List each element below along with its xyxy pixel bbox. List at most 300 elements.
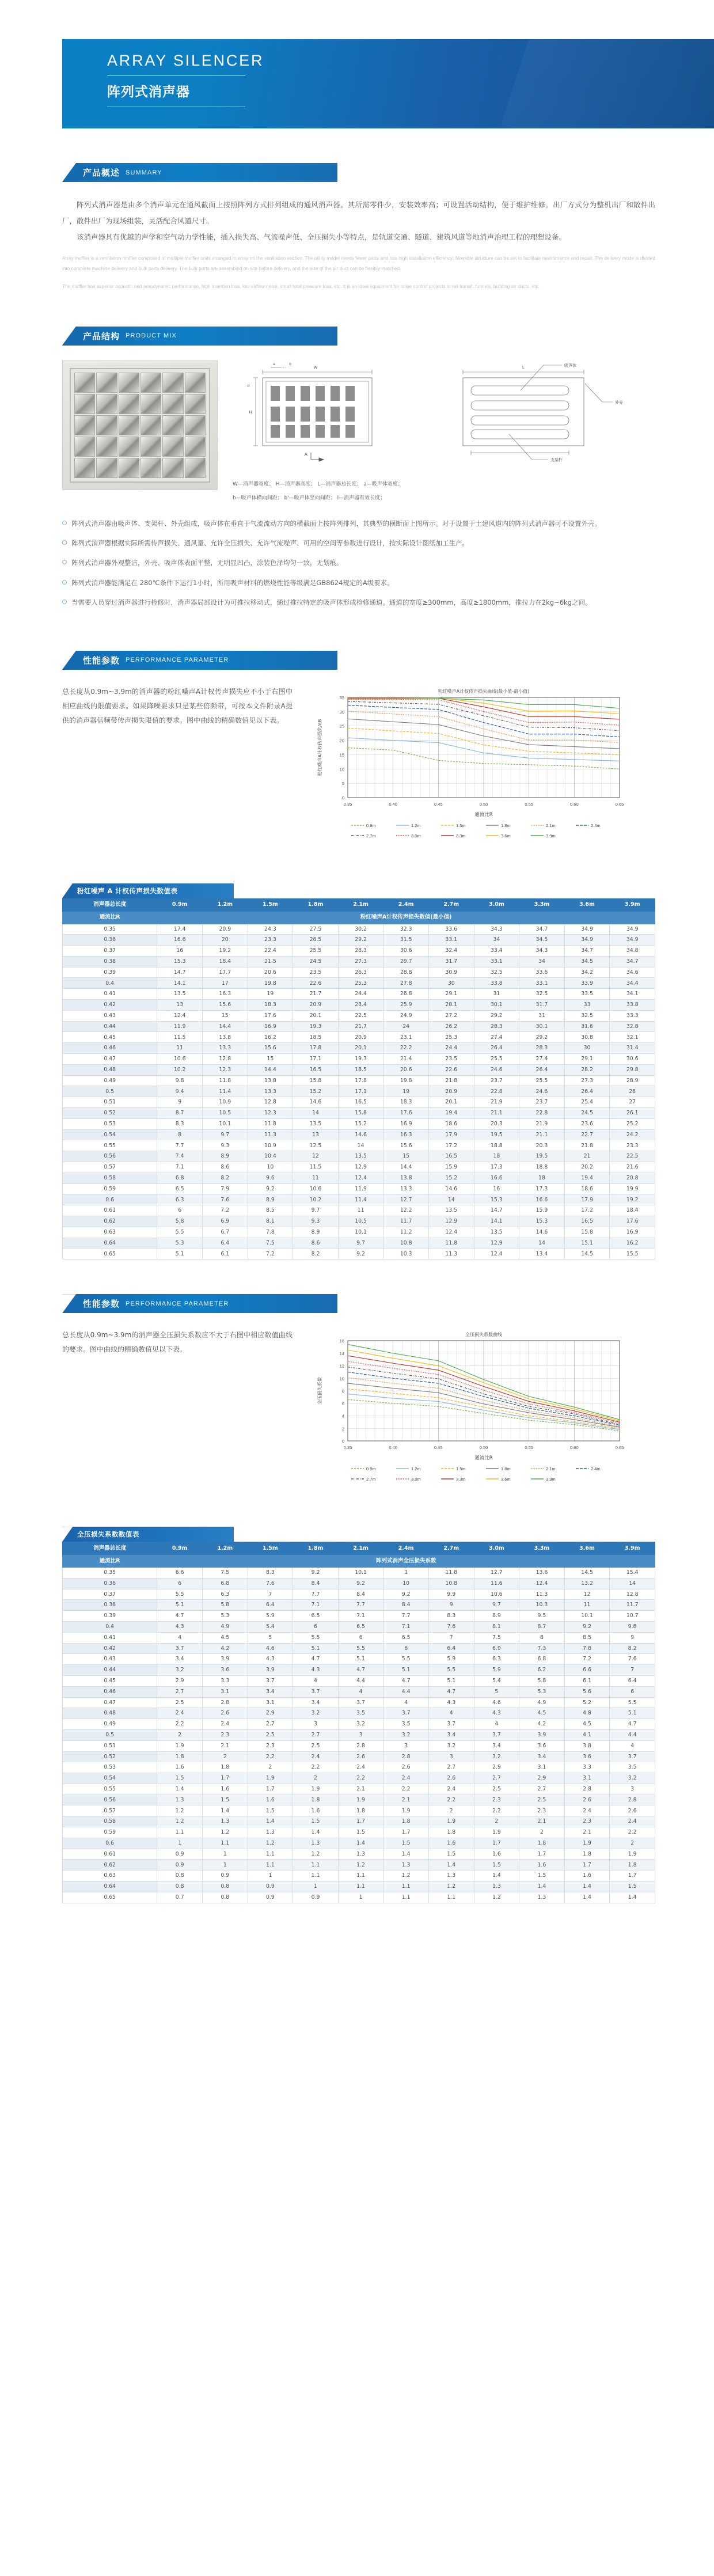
table-cell: 4.1 <box>564 1729 610 1740</box>
table-row <box>63 1021 655 1032</box>
table-cell: 5.9 <box>474 1665 519 1676</box>
table-cell: 11.7 <box>610 1600 655 1611</box>
table-cell: 27.2 <box>428 1010 474 1021</box>
table-row-header: 0.43 <box>63 1010 157 1021</box>
table-cell: 30.9 <box>428 967 474 978</box>
table-cell: 3.6 <box>519 1740 565 1751</box>
svg-text:1.5m: 1.5m <box>456 1466 466 1472</box>
table-cell: 12.9 <box>338 1162 383 1173</box>
table-row <box>63 1064 655 1075</box>
table-cell: 29.1 <box>564 1054 610 1065</box>
table-subheader: 粉红噪声A计权传声损失数值(最小值) <box>157 911 655 924</box>
table-cell: 1.2 <box>157 1816 203 1827</box>
table-cell: 1.1 <box>248 1860 293 1871</box>
table-cell: 33.1 <box>474 956 519 967</box>
table-row-header: 0.58 <box>63 1816 157 1827</box>
table-cell: 1.9 <box>564 1838 610 1849</box>
table-corner-header: 消声器总长度 <box>63 898 157 911</box>
table-cell: 3.2 <box>428 1740 474 1751</box>
diagram-svg <box>233 361 647 476</box>
table-row <box>63 1151 655 1162</box>
table-cell: 4.3 <box>474 1708 519 1719</box>
svg-text:3.3m: 3.3m <box>456 1477 466 1482</box>
table-column-header: 0.9m <box>157 1542 203 1555</box>
table-cell: 13.5 <box>338 1151 383 1162</box>
table-cell: 8.3 <box>248 1567 293 1578</box>
svg-text:0.35: 0.35 <box>343 801 352 807</box>
table-cell: 9.7 <box>474 1600 519 1611</box>
table-row <box>63 1108 655 1119</box>
table-cell: 22.4 <box>248 946 293 957</box>
table-cell: 16.5 <box>338 1097 383 1108</box>
svg-text:2.4m: 2.4m <box>591 822 601 828</box>
table-cell: 10 <box>248 1162 293 1173</box>
table-cell: 3.7 <box>248 1675 293 1686</box>
table-row-header: 0.36 <box>63 935 157 946</box>
table-row-header: 0.45 <box>63 1675 157 1686</box>
table-cell: 11.2 <box>383 1227 429 1238</box>
table-cell: 27.4 <box>474 1032 519 1043</box>
table-cell: 11.4 <box>203 1086 248 1097</box>
table-cell: 2.4 <box>610 1816 655 1827</box>
section-title-cn: 产品概述 <box>83 168 120 178</box>
table-cell: 12.7 <box>383 1194 429 1205</box>
svg-text:粉红噪声A计权传声损失/dB: 粉红噪声A计权传声损失/dB <box>317 719 322 776</box>
table-cell: 15.3 <box>474 1194 519 1205</box>
table-row <box>63 1216 655 1227</box>
table-cell: 2.1 <box>564 1827 610 1838</box>
table-cell: 12.4 <box>338 1173 383 1183</box>
table-cell: 3.7 <box>474 1729 519 1740</box>
table-cell: 16.2 <box>248 1032 293 1043</box>
table-row <box>63 1632 655 1643</box>
table-cell: 2 <box>519 1827 565 1838</box>
table-cell: 1.4 <box>203 1805 248 1816</box>
table-cell: 13.3 <box>383 1183 429 1194</box>
table-cell: 3.6 <box>203 1665 248 1676</box>
table-cell: 33.6 <box>519 967 565 978</box>
table-cell: 4.4 <box>338 1675 383 1686</box>
table-cell: 2.4 <box>293 1751 339 1762</box>
table-cell: 34.9 <box>564 924 610 935</box>
svg-text:10: 10 <box>339 1376 344 1382</box>
svg-text:0.65: 0.65 <box>615 1445 624 1451</box>
table-cell: 8.1 <box>474 1621 519 1632</box>
table-cell: 23.7 <box>474 1075 519 1086</box>
table-cell: 3.7 <box>293 1686 339 1697</box>
table-cell: 23.1 <box>383 1032 429 1043</box>
table-cell: 21.9 <box>519 1118 565 1129</box>
table-cell: 6.2 <box>519 1665 565 1676</box>
table-column-header: 3.6m <box>564 898 610 911</box>
table-cell: 10.8 <box>428 1578 474 1589</box>
table-cell: 15.1 <box>564 1238 610 1249</box>
table-cell: 26.8 <box>383 989 429 1000</box>
svg-text:3.3m: 3.3m <box>456 833 466 839</box>
table-cell: 26.4 <box>519 1064 565 1075</box>
table-cell: 11.8 <box>428 1238 474 1249</box>
table-cell: 29.1 <box>428 989 474 1000</box>
table-cell: 2.7 <box>428 1762 474 1773</box>
table-row <box>63 1075 655 1086</box>
table-row <box>63 1129 655 1140</box>
svg-text:0.50: 0.50 <box>479 801 488 807</box>
table-row-header: 0.62 <box>63 1216 157 1227</box>
table-cell: 29.8 <box>610 1064 655 1075</box>
table-row <box>63 1611 655 1622</box>
table-cell: 2.2 <box>248 1751 293 1762</box>
table-row <box>63 1654 655 1665</box>
table-cell: 2.4 <box>203 1719 248 1730</box>
bullet-circle-icon <box>62 600 67 604</box>
svg-text:6: 6 <box>341 1401 344 1406</box>
table-cell: 6 <box>383 1643 429 1654</box>
table-cell: 2.6 <box>564 1795 610 1805</box>
table-row <box>63 1881 655 1892</box>
table-cell: 5.5 <box>338 1643 383 1654</box>
table-cell: 20.9 <box>428 1086 474 1097</box>
table-cell: 34.3 <box>474 924 519 935</box>
table-cell: 8.2 <box>293 1249 339 1259</box>
table-cell: 30.8 <box>564 1032 610 1043</box>
table-cell: 7.2 <box>203 1205 248 1216</box>
table-cell: 5.5 <box>157 1589 203 1600</box>
table-cell: 10.5 <box>338 1216 383 1227</box>
table-cell: 11.5 <box>293 1162 339 1173</box>
table-cell: 8.6 <box>203 1162 248 1173</box>
table-cell: 11.4 <box>338 1194 383 1205</box>
table-cell: 7.7 <box>157 1140 203 1151</box>
table-column-header: 3.6m <box>564 1542 610 1555</box>
table-row <box>63 1708 655 1719</box>
table-cell: 6 <box>157 1578 203 1589</box>
table-cell: 4.6 <box>474 1697 519 1708</box>
summary-english-2: The muffler has superior acoustic and aerodynamic performance, high insertion loss, low airflow noise, small total pressure loss, etc. It is an ideal equipment for noise control projects in rail transit, tunnels, building air ducts, etc. <box>62 283 540 290</box>
bullet-text: 当需要人员穿过消声器进行检修时，消声器局部设计为可推拉移动式，通过推拉特定的吸声体形成检修通道。通道的宽度≥300mm，高度≥1800mm，推拉力在2kg~6kg之间。 <box>71 598 592 607</box>
table-cell: 9.2 <box>564 1621 610 1632</box>
table-cell: 18 <box>474 1151 519 1162</box>
table-column-header: 2.7m <box>428 898 474 911</box>
dim-label-L: L <box>522 365 525 370</box>
table-cell: 33.3 <box>610 1010 655 1021</box>
table-cell: 18.5 <box>293 1032 339 1043</box>
table-cell: 2.6 <box>383 1762 429 1773</box>
table-row-header: 0.38 <box>63 1600 157 1611</box>
table-cell: 6.8 <box>157 1173 203 1183</box>
table-cell: 3.2 <box>474 1751 519 1762</box>
table-cell: 10.6 <box>474 1589 519 1600</box>
table-cell: 15.4 <box>610 1567 655 1578</box>
table-cell: 9.5 <box>519 1611 565 1622</box>
table-cell: 2.5 <box>519 1795 565 1805</box>
table-row <box>63 1729 655 1740</box>
pressure-loss-table <box>62 1542 655 1903</box>
table-cell: 10.1 <box>338 1567 383 1578</box>
table-cell: 16.6 <box>474 1173 519 1183</box>
table-cell: 7.6 <box>610 1654 655 1665</box>
table-cell: 21 <box>564 1151 610 1162</box>
table-cell: 3.7 <box>383 1708 429 1719</box>
table-cell: 25.3 <box>338 978 383 989</box>
svg-text:1.8m: 1.8m <box>501 1466 511 1472</box>
table-cell: 1.6 <box>203 1784 248 1795</box>
table-cell: 1.3 <box>428 1871 474 1881</box>
table-cell: 19.9 <box>610 1183 655 1194</box>
table-cell: 4.4 <box>610 1729 655 1740</box>
table-cell: 27.8 <box>383 978 429 989</box>
table-cell: 10 <box>383 1578 429 1589</box>
table-cell: 23.6 <box>564 1118 610 1129</box>
table-cell: 16.9 <box>383 1118 429 1129</box>
transmission-loss-chart <box>312 685 635 858</box>
table-cell: 12.4 <box>428 1227 474 1238</box>
summary-paragraph-2: 该消声器具有优越的声学和空气动力学性能，插入损失高、气流噪声低、全压损失小等特点，是轨道交通、隧道、建筑风道等地消声治理工程的理想设备。 <box>77 233 567 242</box>
table-column-header: 2.4m <box>383 1542 429 1555</box>
table-cell: 10.6 <box>293 1183 339 1194</box>
label-shell: 外壳 <box>615 400 623 405</box>
table-cell: 28 <box>610 1086 655 1097</box>
table-cell: 9 <box>428 1600 474 1611</box>
table-cell: 1.4 <box>564 1892 610 1903</box>
table-cell: 11.3 <box>248 1129 293 1140</box>
svg-text:1.8m: 1.8m <box>501 822 511 828</box>
table-cell: 4.2 <box>203 1643 248 1654</box>
table-cell: 14 <box>519 1238 565 1249</box>
table-cell: 4.7 <box>157 1611 203 1622</box>
table-cell: 13.3 <box>203 1043 248 1054</box>
table-cell: 5.1 <box>610 1708 655 1719</box>
table-column-header: 1.5m <box>248 1542 293 1555</box>
hero-title-en: ARRAY SILENCER <box>107 52 264 69</box>
table-cell: 26.3 <box>338 967 383 978</box>
table-cell: 24.3 <box>248 924 293 935</box>
hero-title-cn: 阵列式消声器 <box>107 85 190 100</box>
table-cell: 10.5 <box>203 1108 248 1119</box>
table-cell: 1.2 <box>383 1871 429 1881</box>
table-row-header: 0.56 <box>63 1795 157 1805</box>
table-row <box>63 1086 655 1097</box>
table-cell: 5.1 <box>428 1675 474 1686</box>
table-cell: 12.8 <box>610 1589 655 1600</box>
table-cell: 14.1 <box>474 1216 519 1227</box>
table-row-header: 0.4 <box>63 978 157 989</box>
table-cell: 1.8 <box>610 1860 655 1871</box>
table-cell: 5.4 <box>474 1675 519 1686</box>
table-cell: 34.2 <box>564 967 610 978</box>
table-cell: 1.4 <box>157 1784 203 1795</box>
svg-text:2.1m: 2.1m <box>546 1466 556 1472</box>
table-cell: 31.4 <box>610 1043 655 1054</box>
table-row <box>63 1719 655 1730</box>
bullet-circle-icon <box>62 521 67 525</box>
table-cell: 4.3 <box>248 1654 293 1665</box>
table-cell: 14 <box>610 1578 655 1589</box>
table-row-header: 0.41 <box>63 1632 157 1643</box>
table-cell: 26.4 <box>564 1086 610 1097</box>
table-cell: 32.5 <box>519 989 565 1000</box>
table-cell: 11 <box>157 1043 203 1054</box>
table-cell: 2.8 <box>564 1784 610 1795</box>
list-item <box>62 556 655 569</box>
table-row <box>63 1043 655 1054</box>
table-row <box>63 1784 655 1795</box>
table-cell: 22.6 <box>428 1064 474 1075</box>
table-cell: 15.8 <box>338 1108 383 1119</box>
table-cell: 14 <box>293 1108 339 1119</box>
table-cell: 21.1 <box>519 1129 565 1140</box>
table-cell: 2.9 <box>519 1773 565 1784</box>
table-cell: 5.8 <box>203 1600 248 1611</box>
table-cell: 5.1 <box>338 1654 383 1665</box>
table-cell: 9.2 <box>383 1589 429 1600</box>
table-row <box>63 1740 655 1751</box>
table-cell: 1.1 <box>383 1892 429 1903</box>
table-cell: 11.6 <box>474 1578 519 1589</box>
table-cell: 2.6 <box>610 1805 655 1816</box>
hero-inner <box>62 39 714 107</box>
table-cell: 6.6 <box>157 1567 203 1578</box>
hero-banner <box>62 39 714 128</box>
table-cell: 1.6 <box>428 1838 474 1849</box>
table-cell: 20.9 <box>203 924 248 935</box>
table-cell: 3.4 <box>428 1729 474 1740</box>
table-cell: 1.9 <box>293 1784 339 1795</box>
table-cell: 3 <box>610 1784 655 1795</box>
table-corner-header: 消声器总长度 <box>63 1542 157 1555</box>
table-cell: 2.2 <box>157 1719 203 1730</box>
table-cell: 5.8 <box>519 1675 565 1686</box>
table-cell: 25.9 <box>383 1000 429 1011</box>
table-cell: 8.5 <box>248 1205 293 1216</box>
table-cell: 21.4 <box>383 1054 429 1065</box>
table-cell: 33.6 <box>428 924 474 935</box>
table-cell: 4.7 <box>293 1654 339 1665</box>
table-cell: 17 <box>203 978 248 989</box>
table-cell: 25.4 <box>564 1097 610 1108</box>
table-cell: 11.3 <box>519 1589 565 1600</box>
table-cell: 6.9 <box>474 1643 519 1654</box>
dim-label-W: W <box>313 365 318 370</box>
table-cell: 1.9 <box>610 1849 655 1860</box>
table-cell: 22.8 <box>519 1108 565 1119</box>
structure-row <box>62 361 655 503</box>
table-cell: 17.6 <box>383 1108 429 1119</box>
table-cell: 1.1 <box>248 1849 293 1860</box>
table-row-header: 0.43 <box>63 1654 157 1665</box>
table-cell: 26.2 <box>428 1021 474 1032</box>
table-cell: 4.7 <box>338 1665 383 1676</box>
svg-text:14: 14 <box>339 1350 344 1356</box>
table-cell: 23.4 <box>338 1000 383 1011</box>
table-column-header: 1.2m <box>203 898 248 911</box>
table-cell: 19.5 <box>519 1151 565 1162</box>
table-cell: 8.7 <box>519 1621 565 1632</box>
chart-1-container <box>312 685 655 860</box>
table-cell: 33.9 <box>564 978 610 989</box>
table-row <box>63 1162 655 1173</box>
performance-row-1 <box>62 685 655 860</box>
table-cell: 1 <box>157 1838 203 1849</box>
table-cell: 16.6 <box>519 1194 565 1205</box>
table-cell: 3 <box>383 1740 429 1751</box>
table-cell: 29.7 <box>383 956 429 967</box>
table-cell: 16 <box>474 1183 519 1194</box>
list-item <box>62 537 655 549</box>
table-cell: 11.5 <box>157 1032 203 1043</box>
table-cell: 3.2 <box>610 1773 655 1784</box>
table-cell: 31.7 <box>428 956 474 967</box>
table-cell: 12.4 <box>474 1249 519 1259</box>
table-cell: 16.5 <box>428 1151 474 1162</box>
table-cell: 6.3 <box>474 1654 519 1665</box>
table-cell: 30.6 <box>610 1054 655 1065</box>
table-cell: 17.1 <box>293 1054 339 1065</box>
table-cell: 16.2 <box>610 1238 655 1249</box>
table-column-header: 2.7m <box>428 1542 474 1555</box>
table-cell: 4.7 <box>610 1719 655 1730</box>
table-cell: 9.7 <box>203 1129 248 1140</box>
table-cell: 1.5 <box>610 1881 655 1892</box>
table-cell: 3.6 <box>564 1751 610 1762</box>
table-cell: 1.1 <box>203 1838 248 1849</box>
table-column-header: 3.3m <box>519 1542 565 1555</box>
table-cell: 1.2 <box>474 1892 519 1903</box>
table-row-header: 0.45 <box>63 1032 157 1043</box>
table-cell: 8.9 <box>293 1227 339 1238</box>
table-cell: 0.9 <box>157 1849 203 1860</box>
table-cell: 11.9 <box>338 1183 383 1194</box>
table-cell: 9.4 <box>157 1086 203 1097</box>
table-cell: 2.4 <box>338 1762 383 1773</box>
table-cell: 31.7 <box>519 1000 565 1011</box>
table-row-header: 0.41 <box>63 989 157 1000</box>
table-row-header: 0.4 <box>63 1621 157 1632</box>
table-cell: 0.8 <box>157 1871 203 1881</box>
svg-text:通流比R: 通流比R <box>474 1455 493 1462</box>
table-cell: 7.8 <box>564 1643 610 1654</box>
table-cell: 7.4 <box>157 1151 203 1162</box>
table-cell: 3.5 <box>338 1708 383 1719</box>
table-title-2-label: 全压损失系数数值表 <box>77 1530 139 1539</box>
table-cell: 6 <box>157 1205 203 1216</box>
table-cell: 13 <box>157 1000 203 1011</box>
svg-text:0.45: 0.45 <box>434 1445 443 1451</box>
table-cell: 17.1 <box>338 1086 383 1097</box>
table-cell: 7 <box>248 1589 293 1600</box>
svg-text:35: 35 <box>339 695 344 700</box>
table-cell: 3.8 <box>564 1740 610 1751</box>
table-cell: 1.3 <box>203 1816 248 1827</box>
table-cell: 1.6 <box>519 1860 565 1871</box>
svg-text:4: 4 <box>341 1413 344 1419</box>
table-cell: 2.7 <box>293 1729 339 1740</box>
table-row <box>63 1567 655 1578</box>
table-cell: 34.7 <box>564 946 610 957</box>
table-column-header: 1.2m <box>203 1542 248 1555</box>
svg-text:0.60: 0.60 <box>570 801 579 807</box>
table-row <box>63 1643 655 1654</box>
table-cell: 15 <box>203 1010 248 1021</box>
table-cell: 8.5 <box>564 1632 610 1643</box>
table-cell: 1.3 <box>519 1892 565 1903</box>
table-cell: 33.8 <box>610 1000 655 1011</box>
table-cell: 22.7 <box>564 1129 610 1140</box>
table-row-axis-label: 通流比R <box>63 1555 157 1568</box>
table-cell: 1.2 <box>338 1860 383 1871</box>
table-cell: 28.1 <box>428 1000 474 1011</box>
svg-text:0.40: 0.40 <box>389 801 397 807</box>
table-cell: 18.5 <box>338 1064 383 1075</box>
